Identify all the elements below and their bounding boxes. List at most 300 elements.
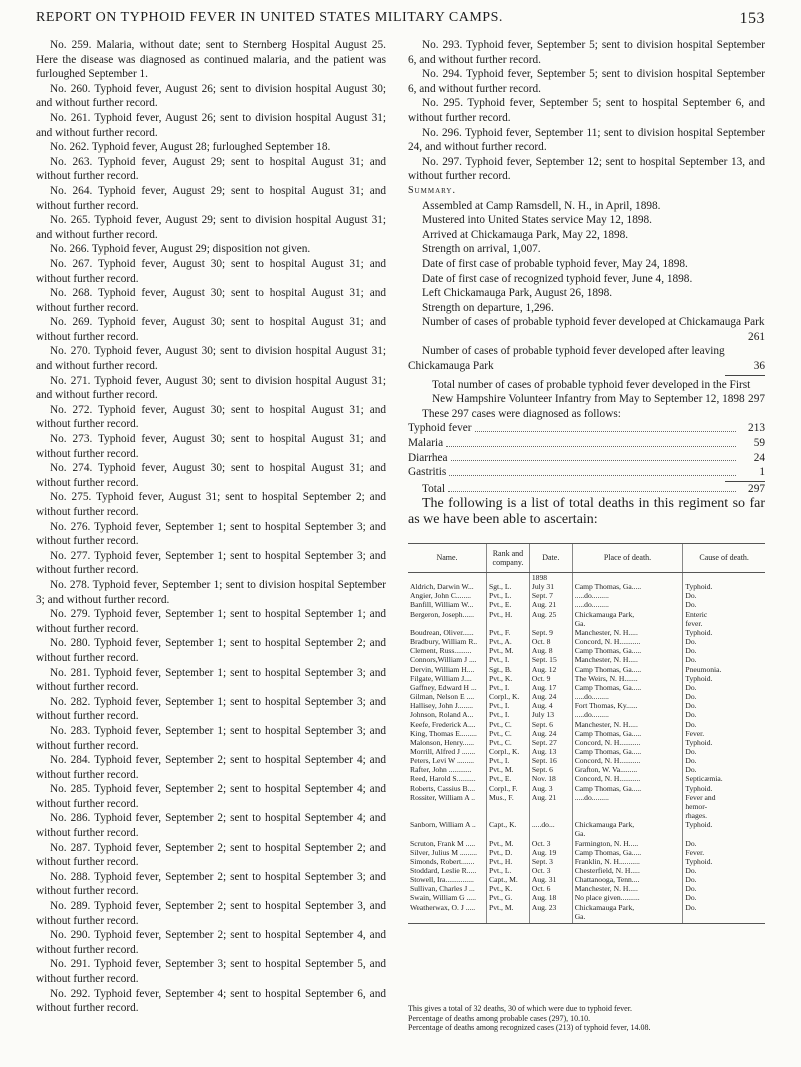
cell-rank [487,619,530,628]
table-row [408,600,765,609]
cell-cause: Do. [683,683,765,692]
page-number: 153 [739,10,765,27]
case-entry: No. 278. Typhoid fever, September 1; sent to division hospital September 3; and without further record. [36,578,386,606]
cell-name: Roberts, Cassius B.... [410,783,476,793]
cell-name [408,802,487,811]
case-entry: No. 297. Typhoid fever, September 12; sent to hospital September 13, and without further record. [408,155,765,183]
cell-date: Sept. 6 [529,765,572,774]
table-row [408,582,765,591]
table-row [408,784,765,793]
cell-name: Clement, Russ......... [410,646,472,656]
cell-place: Camp Thomas, Ga..... [572,646,683,655]
cell-cause: Do. [683,839,765,848]
cell-date: Aug. 13 [529,747,572,756]
cell-date: July 13 [529,710,572,719]
col-place: Place of death. [572,544,683,573]
cell-name: Dervin, William H.... [410,664,475,674]
cell-place: Chattanooga, Tenn.... [572,875,683,884]
cell-name: Stowell, Ira............... [410,875,474,885]
cell-date: Aug. 24 [529,729,572,738]
case-entry: No. 267. Typhoid fever, August 30; sent to hospital August 31; and without further record. [36,257,386,285]
table-row [408,692,765,701]
cell-rank: Pvt., F. [487,628,530,637]
table-row [408,729,765,738]
total-probable-value: 297 [748,393,765,406]
cell-place [572,811,683,820]
cell-date: Aug. 18 [529,893,572,902]
cell-name: Scruton, Frank M ..... [410,838,476,848]
table-row [408,628,765,637]
cell-cause: Fever and [683,793,765,802]
table-row [408,866,765,875]
cell-date [529,802,572,811]
cell-cause: Do. [683,756,765,765]
case-entry: No. 277. Typhoid fever, September 1; sent to hospital September 3; and without further record. [36,549,386,577]
cell-name: Sanborn, William A .. [410,820,476,830]
cell-date: July 31 [529,582,572,591]
cell-name: Hallisey, John J........ [410,701,473,711]
cell-name: Peters, Levi W ......... [410,756,475,766]
cell-place: Camp Thomas, Ga..... [572,747,683,756]
cell-rank [487,811,530,820]
col-cause: Cause of death. [683,544,765,573]
cell-rank: Mus., F. [487,793,530,802]
case-entry: No. 261. Typhoid fever, August 26; sent to division hospital August 31; and without further record. [36,111,386,139]
case-entry: No. 274. Typhoid fever, August 30; sent to hospital August 31; and without further record. [36,462,386,489]
cell-place: Manchester, N. H..... [572,720,683,729]
cell-name [408,619,487,628]
cell-cause: Do. [683,692,765,701]
case-entry: No. 268. Typhoid fever, August 30; sent to hospital August 31; and without further record. [36,287,386,314]
cell-rank: Sgt., B. [487,665,530,674]
case-entry: No. 275. Typhoid fever, August 31; sent to hospital September 2; and without further record. [36,491,386,518]
cell-name: Keefe, Frederick A.... [410,719,476,729]
table-row [408,884,765,893]
table-row [408,756,765,765]
summary-facts [408,199,765,316]
cell-date: Aug. 4 [529,701,572,710]
cell-rank: Capt., M. [487,875,530,884]
table-row [408,646,765,655]
cell-cause: Typhoid. [683,784,765,793]
cell-name: Malonson, Henry...... [410,737,475,747]
cell-cause: Typhoid. [683,857,765,866]
case-entry: No. 260. Typhoid fever, August 26; sent to division hospital August 30; and without further record. [36,82,386,110]
diagnoses-list [408,421,765,479]
cell-name: Rossiter, William A .. [410,792,476,802]
cell-date: Oct. 9 [529,674,572,683]
case-entry: No. 290. Typhoid fever, September 2; sent to hospital September 4, and without further record. [36,929,386,956]
cell-place: Concord, N. H........... [572,756,683,765]
table-row [408,674,765,683]
cell-place: Ga. [572,829,683,838]
cell-cause: Pneumonia. [683,665,765,674]
table-row [408,820,765,829]
cell-date: Aug. 31 [529,875,572,884]
running-title: REPORT ON TYPHOID FEVER IN UNITED STATES MILITARY CAMPS. [36,10,503,25]
cell-date: Aug. 12 [529,665,572,674]
cell-date: Aug. 3 [529,784,572,793]
cell-rank: Pvt., E. [487,600,530,609]
cell-date: Sept. 16 [529,756,572,765]
cell-place: The Weirs, N. H....... [572,674,683,683]
cell-cause: Do. [683,884,765,893]
case-entry: No. 262. Typhoid fever, August 28; furloughed September 18. [50,141,331,154]
cell-rank [487,573,530,583]
cell-date: Sept. 27 [529,738,572,747]
cell-name: Reed, Harold S.......... [410,774,476,784]
cell-place: Manchester, N. H..... [572,628,683,637]
cell-name: Bradbury, William R.. [410,637,478,647]
cell-date: Aug. 21 [529,600,572,609]
table-notes [408,1004,765,1033]
cell-rank [487,802,530,811]
cell-cause: Do. [683,866,765,875]
cell-name: King, Thomas E......... [410,728,477,738]
probable-developed-value: 261 [748,330,765,343]
cell-place: Concord, N. H........... [572,774,683,783]
cell-rank: Corpl., F. [487,784,530,793]
case-entry: No. 289. Typhoid fever, September 2; sent to hospital September 3, and without further record. [36,900,386,927]
total-probable: Total number of cases of probable typhoid fever developed in the First New Hampshire Volunteer Infantry from May to September 12, 1898 297 [432,378,765,406]
cell-cause: Do. [683,903,765,912]
cell-name: Gaffney, Edward H ... [410,682,477,692]
cell-date: Sept. 3 [529,857,572,866]
table-row [408,747,765,756]
cell-cause: Do. [683,637,765,646]
cell-date: Oct. 3 [529,866,572,875]
cell-place: Camp Thomas, Ga..... [572,683,683,692]
cell-rank: Corpl., K. [487,692,530,701]
cell-place: Camp Thomas, Ga..... [572,848,683,857]
cell-rank: Pvt., D. [487,848,530,857]
cell-cause [683,829,765,838]
cell-name: Sullivan, Charles J ... [410,884,475,894]
cell-cause: Fever. [683,729,765,738]
cell-rank: Pvt., M. [487,765,530,774]
cell-rank: Pvt., K. [487,884,530,893]
cell-place: Camp Thomas, Ga..... [572,784,683,793]
diagnoses-total: Total 297 [422,482,765,495]
cell-rank: Pvt., M. [487,646,530,655]
cell-name [408,912,487,924]
table-row [408,903,765,912]
cell-name: Silver, Julius M ......... [410,847,477,857]
cell-date: Sept. 9 [529,628,572,637]
case-entry: No. 265. Typhoid fever, August 29; sent to division hospital August 31; and without further record. [36,214,386,241]
table-row [408,738,765,747]
cell-rank: Capt., K. [487,820,530,829]
probable-after-value: 36 [753,360,765,373]
case-entry: No. 284. Typhoid fever, September 2; sent to hospital September 4; and without further record. [36,754,386,781]
note-total: This gives a total of 32 deaths, 30 of which were due to typhoid fever. [408,1004,632,1013]
table-row [408,637,765,646]
cell-rank: Pvt., C. [487,720,530,729]
table-row [408,912,765,924]
cell-date: Oct. 6 [529,884,572,893]
table-row [408,893,765,902]
left-column [36,38,386,1016]
case-entry: No. 276. Typhoid fever, September 1; sent to hospital September 3; and without further record. [36,520,386,548]
cell-cause: Do. [683,646,765,655]
cell-place: Camp Thomas, Ga..... [572,665,683,674]
cell-rank: Pvt., C. [487,738,530,747]
col-name: Name. [408,544,487,573]
cell-cause: Enteric [683,610,765,619]
diagnosis-count: 213 [748,422,765,435]
cell-name: Boudrean, Oliver...... [410,627,474,637]
table-row [408,829,765,838]
cell-name [408,811,487,820]
cell-date: Aug. 19 [529,848,572,857]
case-entry: No. 291. Typhoid fever, September 3; sent to hospital September 5, and without further record. [36,958,386,985]
table-row [408,848,765,857]
table-row [408,610,765,619]
cell-cause: Septicæmia. [683,774,765,783]
note-probable: Percentage of deaths among probable cases (297), 10.10. [408,1013,591,1023]
table-row [408,720,765,729]
cell-rank: Sgt., L. [487,582,530,591]
cell-rank: Pvt., L. [487,591,530,600]
cell-cause: Do. [683,875,765,884]
case-entry: No. 263. Typhoid fever, August 29; sent to hospital August 31; and without further record. [36,155,386,183]
cell-name: Gilman, Nelson E .... [410,692,475,702]
cell-name: Stoddard, Leslie R..... [410,866,477,875]
diagnosis-label: Typhoid fever [408,422,472,435]
cell-rank: Pvt., A. [487,637,530,646]
table-row [408,793,765,802]
case-entry: No. 266. Typhoid fever, August 29; disposition not given. [50,243,311,256]
summary-line: Strength on arrival, 1,007. [422,243,541,256]
summary-heading: Summary. [408,184,456,196]
cell-place: Concord, N. H........... [572,637,683,646]
col-rank: Rank and company. [487,544,530,573]
case-entry: No. 283. Typhoid fever, September 1; sent to hospital September 3; and without further record. [36,724,386,752]
cell-name: Bergeron, Joseph...... [410,609,474,619]
probable-developed: Number of cases of probable typhoid fever developed at Chickamauga Park 261 [422,316,765,343]
case-entry: No. 280. Typhoid fever, September 1; sent to hospital September 2; and without further record. [36,637,386,664]
cell-name [408,573,487,583]
diagnosis-count: 59 [753,437,765,450]
page-header [36,10,765,32]
cell-cause: Do. [683,701,765,710]
summary-line: Left Chickamauga Park, August 26, 1898. [422,287,613,300]
cell-date: Sept. 7 [529,591,572,600]
deaths-table-header [408,544,765,573]
cell-date: 1898 [529,573,572,583]
cell-rank: Pvt., I. [487,655,530,664]
cell-cause: fever. [683,619,765,628]
cell-rank: Pvt., M. [487,839,530,848]
cell-rank: Pvt., H. [487,857,530,866]
diagnosis-label: Gastritis [408,466,447,479]
table-row [408,811,765,820]
cell-rank: Pvt., I. [487,701,530,710]
case-entry: No. 270. Typhoid fever, August 30; sent to division hospital August 31; and without further record. [36,345,386,373]
table-row [408,591,765,600]
cell-cause: Typhoid. [683,628,765,637]
cell-cause: Do. [683,591,765,600]
cell-cause: Do. [683,600,765,609]
table-row [408,573,765,583]
cell-cause: Typhoid. [683,820,765,829]
cell-place: .....do......... [572,710,683,719]
cell-rank: Pvt., H. [487,610,530,619]
cell-place: Chickamauga Park, [572,610,683,619]
right-column [408,38,765,528]
cell-cause: Do. [683,710,765,719]
probable-after: Number of cases of probable typhoid fever developed after leaving Chickamauga Park 36 [408,345,765,373]
case-entry: No. 269. Typhoid fever, August 30; sent to hospital August 31; and without further record. [36,316,386,343]
cell-name: Swain, William G ..... [410,893,476,903]
cell-name: Simonds, Robert....... [410,856,475,866]
cell-cause: Typhoid. [683,674,765,683]
cell-place [572,802,683,811]
case-entry: No. 282. Typhoid fever, September 1; sent to hospital September 3; and without further record. [36,695,386,723]
summary-line: Mustered into United States service May 12, 1898. [422,214,652,227]
diagnosis-row [408,465,765,480]
cell-date: Aug. 25 [529,610,572,619]
cell-place: Farmington, N. H..... [572,839,683,848]
cell-cause: Typhoid. [683,738,765,747]
cell-date: Aug. 8 [529,646,572,655]
cell-rank: Pvt., G. [487,893,530,902]
case-entry: No. 279. Typhoid fever, September 1; sent to hospital September 1; and without further record. [36,608,386,635]
cell-place: Chesterfield, N. H..... [572,866,683,875]
cell-date [529,619,572,628]
deaths-table [408,543,765,924]
cell-date: Sept. 15 [529,655,572,664]
cell-name: Angier, John C........ [410,591,472,601]
col-date: Date. [529,544,572,573]
cell-place: .....do......... [572,600,683,609]
cell-date [529,912,572,924]
cell-cause: Do. [683,747,765,756]
case-entry: No. 273. Typhoid fever, August 30; sent to hospital August 31; and without further record. [36,433,386,460]
cell-cause [683,912,765,924]
cell-name: Aldrich, Darwin W... [410,582,474,592]
cell-place [572,573,683,583]
cell-place: Grafton, W. Va......... [572,765,683,774]
case-entry: No. 288. Typhoid fever, September 2; sent to hospital September 3; and without further record. [36,870,386,898]
case-entry: No. 259. Malaria, without date; sent to Sternberg Hospital August 25. Here the disease was diagnosed as continued malaria, and the patient was furloughed September 1. [36,39,386,81]
case-entry: No. 293. Typhoid fever, September 5; sent to division hospital September 6, and without further record. [408,39,765,66]
case-entry: No. 292. Typhoid fever, September 4; sent to hospital September 6, and without further record. [36,987,386,1015]
case-entry: No. 286. Typhoid fever, September 2; sent to hospital September 4; and without further record. [36,812,386,840]
table-row [408,683,765,692]
cell-name: Morrill, Alfred J ....... [410,746,476,756]
cell-place: Chickamauga Park, [572,903,683,912]
summary-line: Date of first case of probable typhoid fever, May 24, 1898. [422,257,688,270]
case-entry: No. 271. Typhoid fever, August 30; sent to division hospital August 31; and without further record. [36,374,386,402]
cell-rank: Pvt., M. [487,903,530,912]
cell-rank: Pvt., E. [487,774,530,783]
cell-date: .....do... [529,820,572,829]
case-entry: No. 264. Typhoid fever, August 29; sent to hospital August 31; and without further record. [36,184,386,212]
cell-name: Rafter, John ............ [410,765,472,775]
cell-place: .....do......... [572,692,683,701]
cell-place: Camp Thomas, Ga..... [572,729,683,738]
table-row [408,875,765,884]
table-row [408,701,765,710]
cell-date: Oct. 8 [529,637,572,646]
cell-rank: Pvt., I. [487,683,530,692]
deaths-intro: The following is a list of total deaths in this regiment so far as we have been able to ascertain: [408,496,765,528]
case-entry: No. 296. Typhoid fever, September 11; sent to division hospital September 24, and without further record. [408,126,765,154]
cell-rank: Pvt., I. [487,710,530,719]
cell-date: Oct. 3 [529,839,572,848]
table-row [408,665,765,674]
case-entry: No. 295. Typhoid fever, September 5; sent to hospital September 6, and without further record. [408,97,765,124]
cell-name: Johnson, Roland A... [410,710,474,720]
cell-place: Concord, N. H........... [572,738,683,747]
case-entry: No. 287. Typhoid fever, September 2; sent to hospital September 2; and without further record. [36,841,386,869]
summary-line: Arrived at Chickamauga Park, May 22, 1898. [422,228,629,241]
cell-rank: Pvt., I. [487,756,530,765]
cell-place: Manchester, N. H..... [572,884,683,893]
summary-line: Date of first case of recognized typhoid fever, June 4, 1898. [422,272,693,285]
diagnosis-label: Diarrhea [408,451,448,464]
table-row [408,857,765,866]
cell-place: .....do......... [572,591,683,600]
case-entry: No. 272. Typhoid fever, August 30; sent to hospital August 31; and without further record. [36,403,386,431]
cell-place: Manchester, N. H..... [572,655,683,664]
cell-place: Camp Thomas, Ga..... [572,582,683,591]
diagnosis-row [408,436,765,451]
table-row [408,619,765,628]
cell-name: Weatherwax, O. J ..... [410,902,476,912]
cell-cause [683,573,765,583]
table-row [408,802,765,811]
cell-date: Aug. 21 [529,793,572,802]
cell-rank [487,829,530,838]
cell-cause: Do. [683,765,765,774]
cell-place: Fort Thomas, Ky...... [572,701,683,710]
cell-rank: Pvt., L. [487,866,530,875]
cell-date [529,811,572,820]
case-entry: No. 281. Typhoid fever, September 1; sent to hospital September 3; and without further record. [36,666,386,694]
cell-name [408,829,487,838]
cell-date: Nov. 18 [529,774,572,783]
cell-name: Connors,William J .... [410,655,477,665]
cell-place: Chickamauga Park, [572,820,683,829]
cell-cause: Fever. [683,848,765,857]
cell-place: Ga. [572,912,683,924]
cell-cause: Do. [683,720,765,729]
table-row [408,710,765,719]
cell-cause: rhages. [683,811,765,820]
cell-rank [487,912,530,924]
cell-cause: Typhoid. [683,582,765,591]
case-entries-continued [408,38,765,184]
diagnosis-count: 24 [753,451,765,464]
diagnosis-row [408,451,765,466]
case-entry: No. 285. Typhoid fever, September 2; sent to hospital September 4; and without further record. [36,783,386,810]
case-entry: No. 294. Typhoid fever, September 5; sent to division hospital September 6, and without further record. [408,68,765,95]
cell-date: Aug. 23 [529,903,572,912]
diagnosis-row [408,421,765,436]
cell-cause: hemor- [683,802,765,811]
table-row [408,765,765,774]
cell-place: .....do......... [572,793,683,802]
note-recognized: Percentage of deaths among recognized cases (213) of typhoid fever, 14.08. [408,1023,651,1032]
cell-date [529,829,572,838]
cell-name: Banfill, William W... [410,600,474,610]
summary-line: Assembled at Camp Ramsdell, N. H., in April, 1898. [422,199,661,212]
cell-rank: Pvt., K. [487,674,530,683]
cell-date: Aug. 17 [529,683,572,692]
cell-name: Filgate, William J.... [410,673,472,683]
